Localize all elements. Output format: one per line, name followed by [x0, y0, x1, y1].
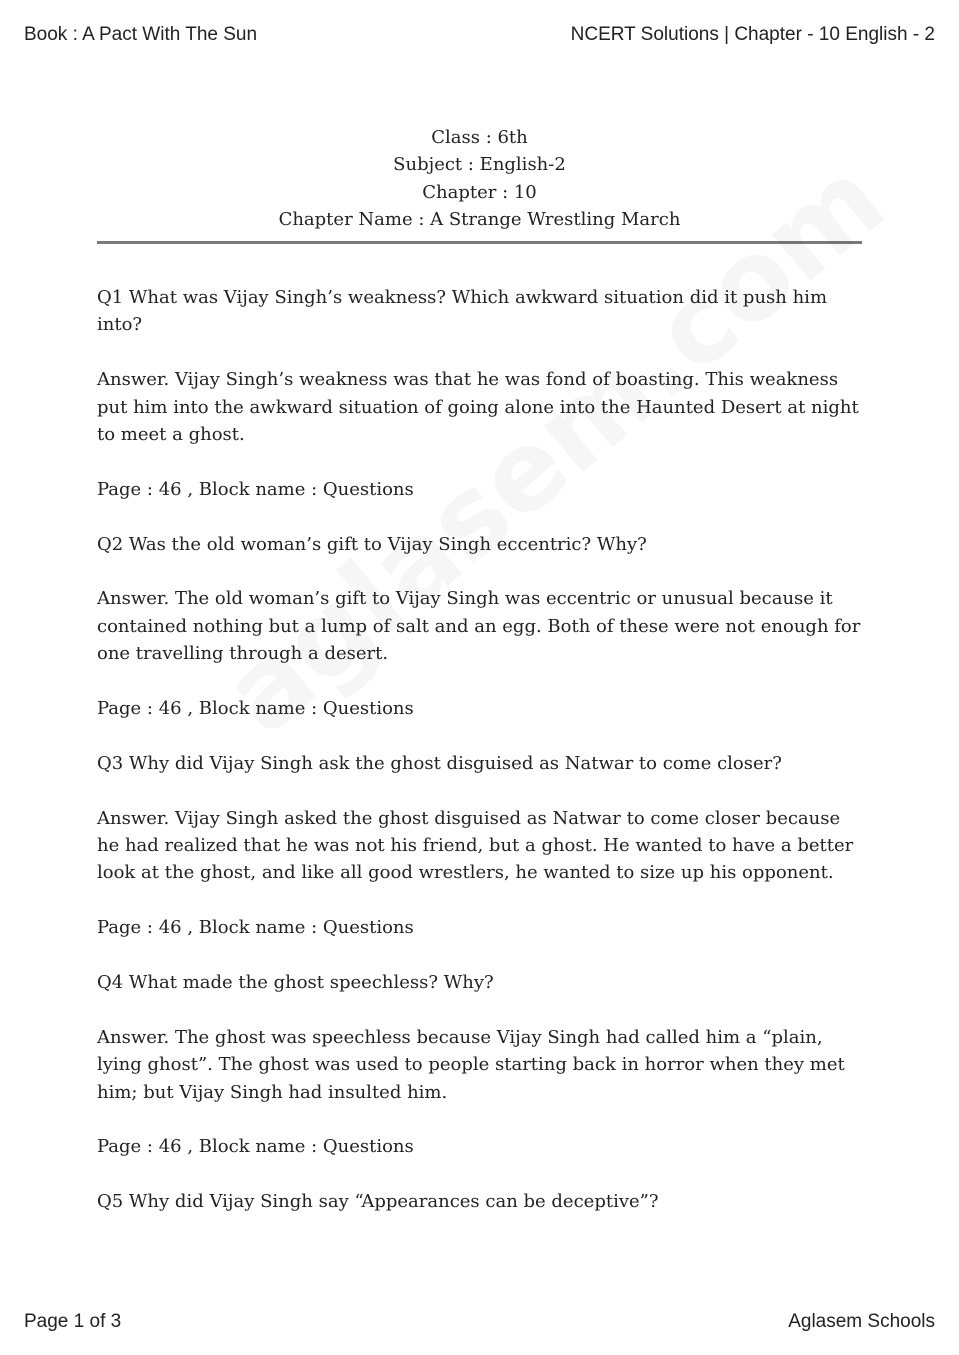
page-footer — [24, 1311, 935, 1335]
header-solutions-title: NCERT Solutions | Chapter - 10 English - 2 — [570, 24, 935, 45]
class-label: Class : 6th — [431, 127, 528, 148]
page-ref-3: Page : 46 , Block name : Questions — [97, 917, 414, 939]
qa-content — [97, 284, 862, 1243]
chapter-name-label: Chapter Name : A Strange Wrestling March — [278, 209, 681, 231]
title-divider — [97, 241, 862, 244]
header-book-title: Book : A Pact With The Sun — [24, 24, 258, 45]
page-ref-4: Page : 46 , Block name : Questions — [97, 1136, 414, 1158]
answer-4: Answer. The ghost was speechless because Vijay Singh had called him a “plain, lying ghost”. The ghost was used to people starting back in horror when they met him; but Vijay Singh had insulted him. — [97, 1026, 845, 1103]
document-title-block — [97, 124, 862, 234]
question-3: Q3 Why did Vijay Singh ask the ghost disguised as Natwar to come closer? — [97, 752, 782, 774]
chapter-label: Chapter : 10 — [422, 181, 537, 203]
page-header — [24, 24, 935, 48]
page-ref-1: Page : 46 , Block name : Questions — [97, 478, 414, 500]
answer-2: Answer. The old woman’s gift to Vijay Singh was eccentric or unusual because it contained nothing but a lump of salt and an egg. Both of these were not enough for one travelling through a desert. — [97, 588, 861, 665]
page-ref-2: Page : 46 , Block name : Questions — [97, 698, 414, 720]
question-2: Q2 Was the old woman’s gift to Vijay Singh eccentric? Why? — [97, 533, 647, 555]
question-5: Q5 Why did Vijay Singh say “Appearances can be deceptive”? — [97, 1191, 659, 1213]
footer-brand: Aglasem Schools — [788, 1311, 935, 1332]
question-4: Q4 What made the ghost speechless? Why? — [97, 972, 494, 994]
subject-label: Subject : English-2 — [393, 154, 566, 176]
page-number: Page 1 of 3 — [24, 1311, 122, 1332]
question-1: Q1 What was Vijay Singh’s weakness? Which awkward situation did it push him into? — [97, 287, 828, 336]
answer-3: Answer. Vijay Singh asked the ghost disguised as Natwar to come closer because he had realized that he was not his friend, but a ghost. He wanted to have a better look at the ghost, and like all good wrestlers, he wanted to size up his opponent. — [97, 807, 854, 884]
answer-1: Answer. Vijay Singh’s weakness was that he was fond of boasting. This weakness put him into the awkward situation of going alone into the Haunted Desert at night to meet a ghost. — [97, 369, 859, 446]
